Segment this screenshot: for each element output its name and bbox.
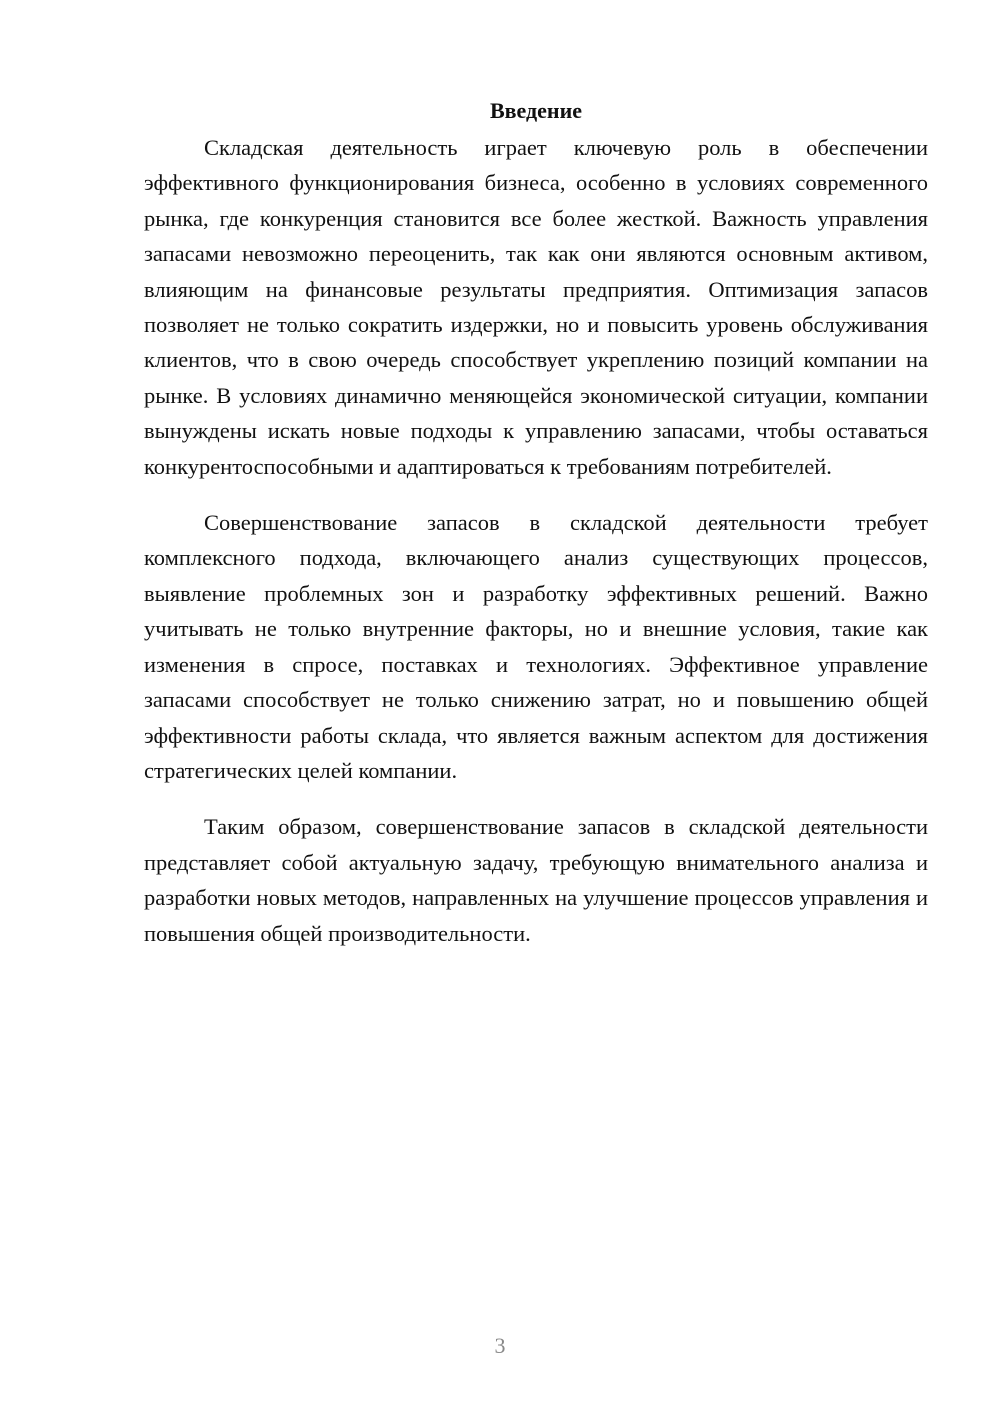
page-content	[144, 96, 928, 972]
paragraph-3: Таким образом, совершенствование запасов в складской деятельности представляет собой актуальную задачу, требующую внимательного анализа и разработки новых методов, направленных на улучшение процессов управления и повышения общей производительности.	[144, 814, 928, 946]
page-number: 3	[494, 1333, 506, 1358]
section-title: Введение	[489, 98, 583, 123]
paragraph-1: Складская деятельность играет ключевую роль в обеспечении эффективного функционирования бизнеса, особенно в условиях современного рынка, где конкуренция становится все более жесткой. Важность управления запасами невозможно переоценить, так как они являются основным активом, влияющим на финансовые результаты предприятия. Оптимизация запасов позволяет не только сократить издержки, но и повысить уровень обслуживания клиентов, что в свою очередь способствует укреплению позиций компании на рынке. В условиях динамично меняющейся экономической ситуации, компании вынуждены искать новые подходы к управлению запасами, чтобы оставаться конкурентоспособными и адаптироваться к требованиям потребителей.	[144, 135, 928, 479]
paragraph-2: Совершенствование запасов в складской деятельности требует комплексного подхода, включающего анализ существующих процессов, выявление проблемных зон и разработку эффективных решений. Важно учитывать не только внутренние факторы, но и внешние условия, такие как изменения в спросе, поставках и технологиях. Эффективное управление запасами способствует не только снижению затрат, но и повышению общей эффективности работы склада, что является важным аспектом для достижения стратегических целей компании.	[144, 510, 928, 783]
